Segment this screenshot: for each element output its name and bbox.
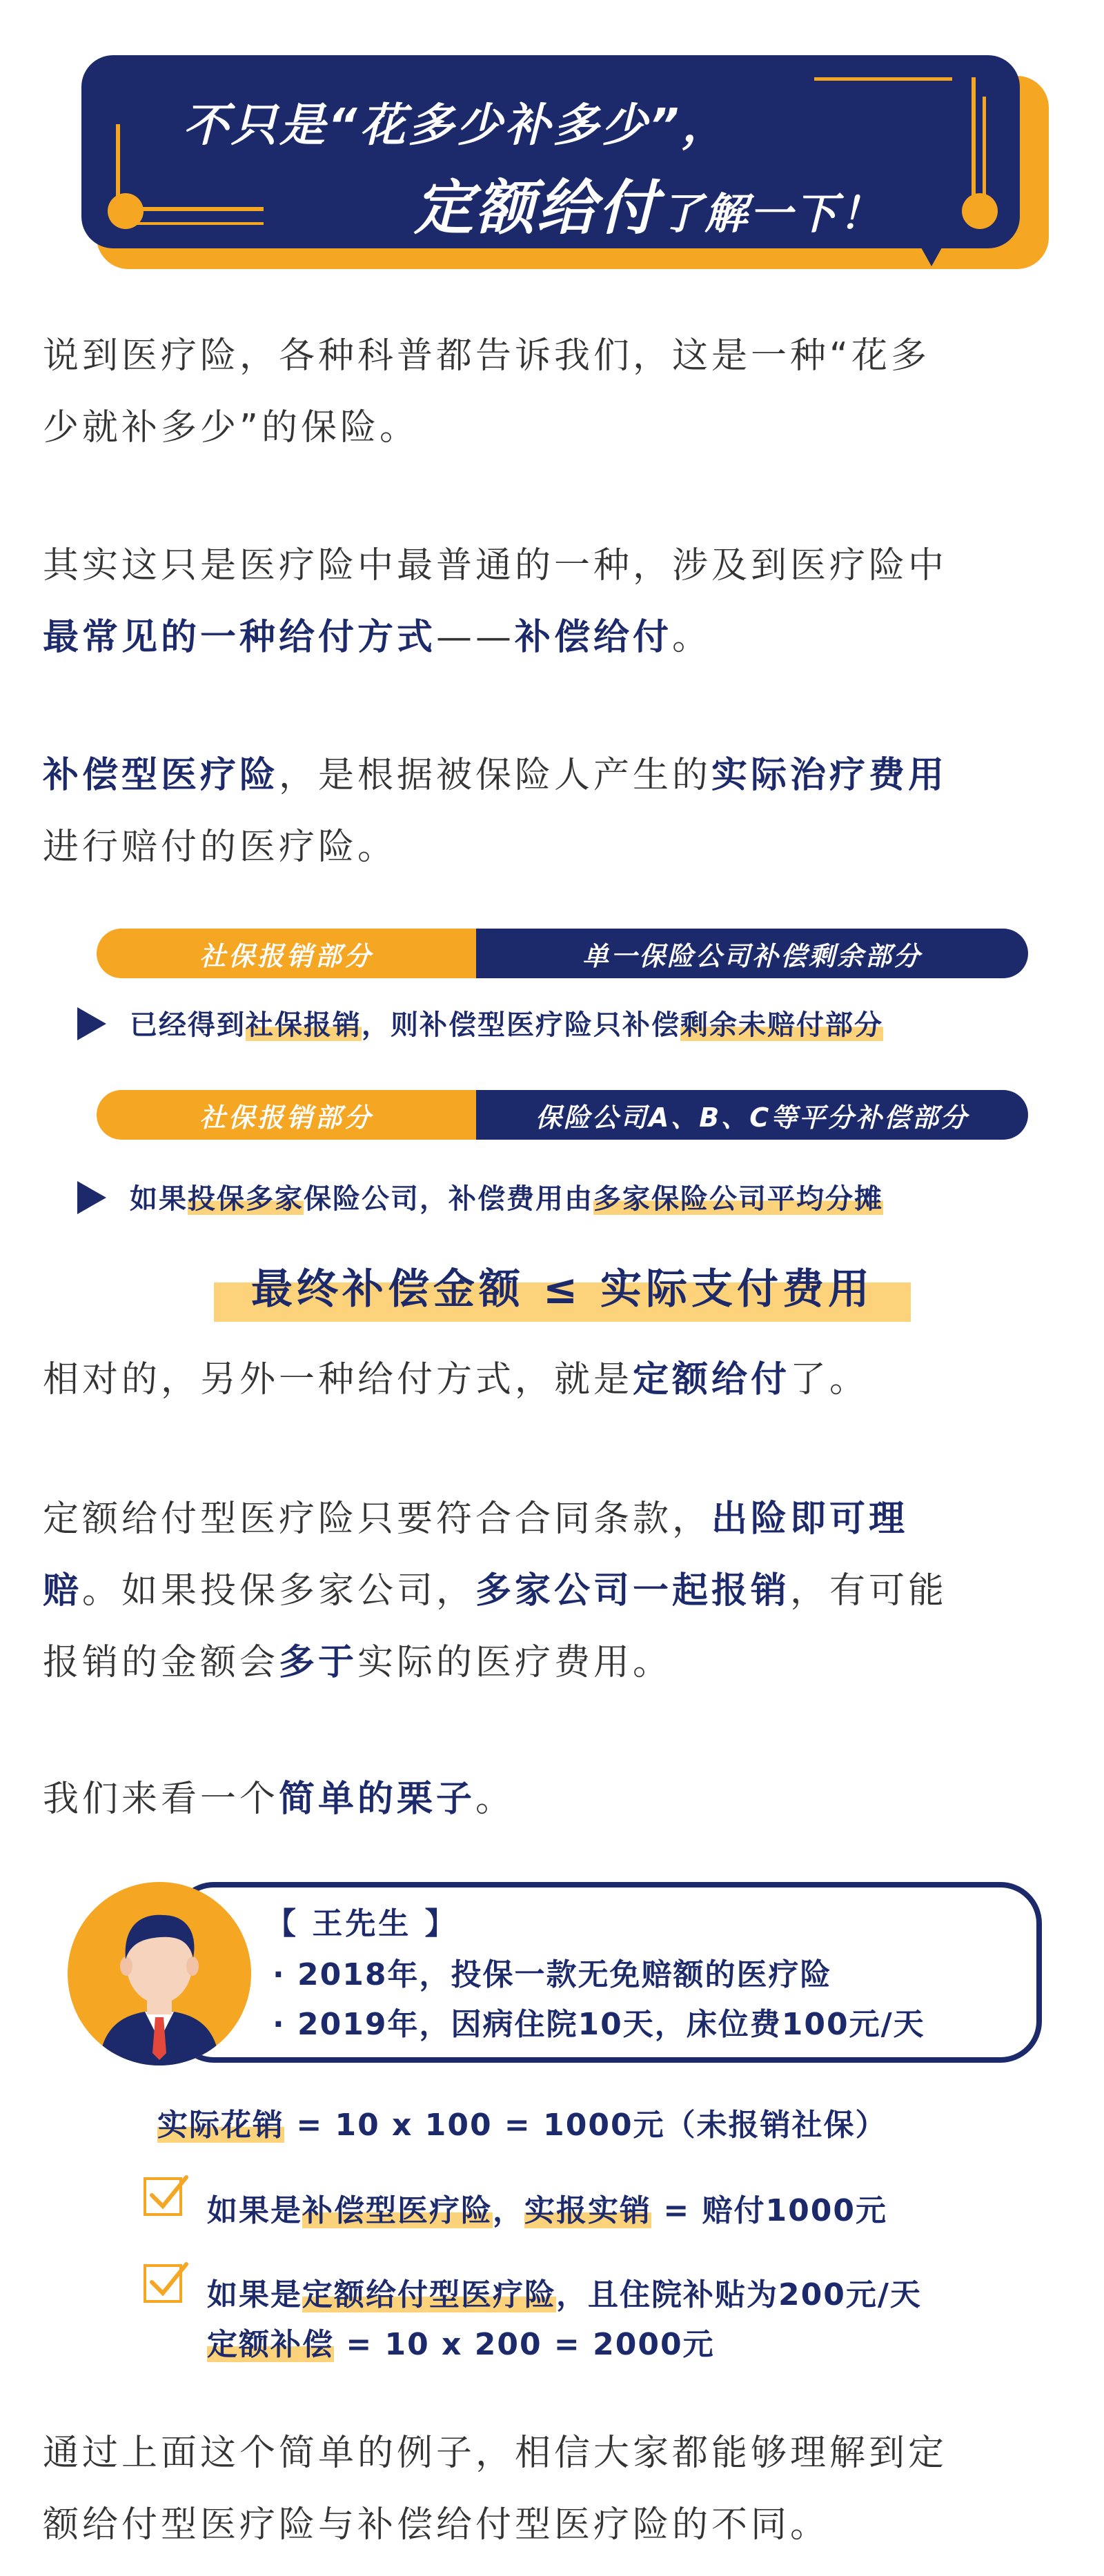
punct: 。 bbox=[672, 617, 712, 658]
deco-dot-right bbox=[962, 193, 998, 229]
avatar bbox=[68, 1882, 251, 2065]
deco-dot-left bbox=[108, 193, 144, 229]
plain-text: = 10 x 100 = 1000元（未报销社保） bbox=[284, 2108, 887, 2143]
plain-text: ，是根据被保险人产生的 bbox=[279, 755, 712, 796]
calc-actual-cost bbox=[157, 2100, 887, 2144]
plain-text: 定额给付型医疗险只要符合合同条款， bbox=[43, 1498, 712, 1540]
text-line bbox=[43, 1555, 1064, 1627]
bold-text: 最常见的一种给付方式 bbox=[43, 617, 437, 658]
highlight-text: 实际花销 bbox=[157, 2108, 284, 2143]
text-line: 额给付型医疗险与补偿给付型医疗险的不同。 bbox=[43, 2504, 830, 2546]
text-line: 其实这只是医疗险中最普通的一种，涉及到医疗险中 bbox=[43, 545, 948, 586]
highlight-text: 社保报销 bbox=[246, 1009, 362, 1041]
highlight-text: 投保多家 bbox=[188, 1183, 304, 1215]
plain-text: ，有可能 bbox=[790, 1570, 948, 1612]
note-single-insurer bbox=[130, 1003, 883, 1042]
plain-text: 我们来看一个 bbox=[43, 1779, 279, 1820]
plain-text: 如果 bbox=[130, 1183, 188, 1215]
bold-text: 补偿型医疗险 bbox=[43, 755, 279, 796]
example-line-2019: · 2019年，因病住院10天，床位费100元/天 bbox=[273, 2007, 925, 2042]
banner-title-suffix: 了解一下！ bbox=[660, 188, 885, 239]
text-line bbox=[43, 1483, 1064, 1555]
bold-text: 出险即可理 bbox=[711, 1498, 909, 1540]
highlight-text: 多家保险公司平均分摊 bbox=[593, 1183, 883, 1215]
text-line: 进行赔付的医疗险。 bbox=[43, 826, 397, 868]
checkbox-checked-icon bbox=[142, 2173, 189, 2217]
bar-segment-social-insurance: 社保报销部分 bbox=[97, 929, 476, 978]
bold-text: 赔 bbox=[43, 1570, 83, 1612]
deco-line-right-vertical bbox=[972, 77, 976, 201]
text-line: 少就补多少”的保险。 bbox=[43, 407, 419, 448]
bold-text: 实际治疗费用 bbox=[711, 755, 948, 796]
paragraph-conclusion bbox=[43, 2417, 1064, 2561]
highlight-text: 剩余未赔付部分 bbox=[680, 1009, 883, 1041]
plain-text: 。如果投保多家公司， bbox=[82, 1570, 476, 1612]
text-line bbox=[43, 740, 1064, 811]
plain-text: 相对的，另外一种给付方式，就是 bbox=[43, 1359, 633, 1400]
note-multiple-insurers bbox=[130, 1177, 883, 1216]
deco-line-left-horizontal-2 bbox=[126, 222, 264, 225]
paragraph-intro-3 bbox=[43, 740, 1064, 883]
plain-text: ， bbox=[493, 2193, 524, 2228]
bold-text: 定额给付 bbox=[633, 1359, 791, 1400]
plain-text: 已经得到 bbox=[130, 1009, 246, 1041]
plain-text: 实际的医疗费用。 bbox=[357, 1642, 673, 1683]
plain-text: 如果是 bbox=[207, 2277, 302, 2312]
text-line bbox=[43, 602, 1064, 673]
checkbox-checked-icon bbox=[142, 2260, 189, 2304]
text-line bbox=[43, 1627, 1064, 1698]
businessman-icon bbox=[68, 1882, 251, 2065]
case-compensation-type bbox=[207, 2186, 887, 2230]
banner-title-emphasis: 定额给付 bbox=[414, 174, 660, 243]
text-line: 通过上面这个简单的例子，相信大家都能够理解到定 bbox=[43, 2433, 948, 2474]
example-line-2018: · 2018年，投保一款无免赔额的医疗险 bbox=[273, 1957, 832, 1992]
plain-text: = 10 x 200 = 2000元 bbox=[334, 2327, 715, 2362]
banner-tail bbox=[918, 241, 945, 266]
plain-text: 了。 bbox=[790, 1359, 869, 1400]
banner-title-line2 bbox=[414, 160, 884, 246]
bar-single-insurer bbox=[97, 929, 1028, 978]
plain-text: 。 bbox=[475, 1779, 515, 1820]
paragraph-example-intro bbox=[43, 1763, 1064, 1835]
formula-final-compensation: 最终补偿金额 ≤ 实际支付费用 bbox=[214, 1250, 911, 1322]
deco-line-right-vertical-2 bbox=[983, 97, 986, 200]
paragraph-intro-1 bbox=[43, 320, 1064, 464]
paragraph-fixed-payment-detail bbox=[43, 1483, 1064, 1698]
plain-text: 如果是 bbox=[207, 2193, 302, 2228]
deco-line-left-horizontal bbox=[126, 207, 264, 211]
text-line bbox=[43, 1763, 1064, 1835]
example-person-name: 【 王先生 】 bbox=[266, 1906, 458, 1941]
banner-title-line1: 不只是“花多少补多少”， bbox=[183, 99, 731, 152]
deco-line-right-horizontal bbox=[814, 77, 952, 81]
bold-text: 多于 bbox=[279, 1642, 358, 1683]
highlight-text: 定额补偿 bbox=[207, 2327, 334, 2362]
text-line: 说到医疗险，各种科普都告诉我们，这是一种“花多 bbox=[43, 335, 930, 377]
case-fixed-payment-type bbox=[207, 2270, 922, 2314]
plain-text: ，则补偿型医疗险只补偿 bbox=[362, 1009, 680, 1041]
highlight-text: 实报实销 bbox=[524, 2193, 651, 2228]
pointer-triangle-icon bbox=[77, 1007, 106, 1040]
bold-text: 简单的栗子 bbox=[279, 1779, 476, 1820]
plain-text: 报销的金额会 bbox=[43, 1642, 279, 1683]
highlight-text: 定额给付型医疗险 bbox=[302, 2277, 556, 2312]
bar-multiple-insurers bbox=[97, 1090, 1028, 1140]
bold-text: 补偿给付 bbox=[515, 617, 673, 658]
bar-segment-social-insurance: 社保报销部分 bbox=[97, 1090, 476, 1140]
bar-segment-insurers-abc: 保险公司A、B、C等平分补偿部分 bbox=[476, 1090, 1028, 1140]
paragraph-fixed-payment bbox=[43, 1344, 1064, 1416]
case-fixed-payment-result bbox=[207, 2319, 715, 2364]
pointer-triangle-icon bbox=[77, 1181, 106, 1214]
bold-text: 多家公司一起报销 bbox=[475, 1570, 791, 1612]
plain-text: 保险公司，补偿费用由 bbox=[304, 1183, 593, 1215]
bar-segment-insurer: 单一保险公司补偿剩余部分 bbox=[476, 929, 1028, 978]
paragraph-intro-2 bbox=[43, 530, 1064, 673]
plain-text: = 赔付1000元 bbox=[651, 2193, 887, 2228]
dash-text: —— bbox=[436, 617, 515, 658]
plain-text: ，且住院补贴为200元/天 bbox=[556, 2277, 922, 2312]
highlight-text: 补偿型医疗险 bbox=[302, 2193, 493, 2228]
text-line bbox=[43, 1344, 1064, 1416]
